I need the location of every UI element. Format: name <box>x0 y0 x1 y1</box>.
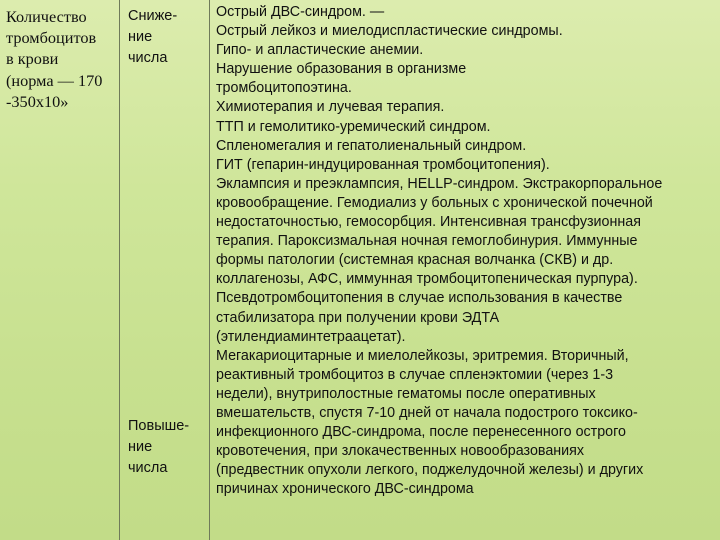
decrease-line: Сниже- <box>128 8 178 24</box>
causes-line: реактивный тромбоцитоз в случае спленэктомии (через 1-3 <box>216 366 614 383</box>
causes-line: Мегакариоцитарные и миелолейкозы, эритремия. Вторичный, <box>216 347 629 364</box>
indicator-line: -350х10» <box>6 91 69 111</box>
causes-line: ТТП и гемолитико-уремический синдром. <box>216 118 491 135</box>
increase-line: Повыше- <box>128 418 190 434</box>
increase-line: числа <box>128 460 168 476</box>
causes-line: кровообращение. Гемодиализ у больных с хронической почечной <box>216 194 653 211</box>
indicator-line: (норма — 170 <box>6 70 103 90</box>
column-divider-1 <box>119 0 120 540</box>
increase-line: ние <box>128 439 153 455</box>
causes-line: Гипо- и апластические анемии. <box>216 42 424 59</box>
causes-line: вмешательств, спустя 7-10 дней от начала подострого токсико- <box>216 404 638 421</box>
decrease-cell <box>128 6 208 69</box>
causes-line: ГИТ (гепарин-индуцированная тромбоцитопения). <box>216 156 550 173</box>
causes-line: инфекционного ДВС-синдрома, после перенесенного острого <box>216 424 626 441</box>
causes-line: (этилендиаминтетраацетат). <box>216 328 406 345</box>
causes-line: недостаточностью, гемосорбция. Интенсивная трансфузионная <box>216 214 641 231</box>
indicator-line: в крови <box>6 49 59 69</box>
causes-line: тромбоцитопоэтина. <box>216 80 352 97</box>
indicator-cell <box>6 6 116 112</box>
causes-line: Нарушение образования в организме <box>216 61 467 78</box>
causes-line: Острый лейкоз и миелодиспластические синдромы. <box>216 23 563 40</box>
causes-line: Эклампсия и преэклампсия, HELLP-синдром. Экстракорпоральное <box>216 175 663 192</box>
indicator-line: Количество <box>6 7 87 26</box>
column-divider-2 <box>209 0 210 540</box>
causes-line: терапия. Пароксизмальная ночная гемоглобинурия. Иммунные <box>216 233 638 250</box>
causes-line: кровотечения, при злокачественных новообразованиях <box>216 443 585 460</box>
causes-line: недели), внутриполостные гематомы после оперативных <box>216 385 596 402</box>
causes-line: Химиотерапия и лучевая терапия. <box>216 99 445 116</box>
increase-cell <box>128 416 208 479</box>
causes-line: Псевдотромбоцитопения в случае использования в качестве <box>216 290 623 307</box>
causes-cell <box>216 3 716 499</box>
causes-line: формы патологии (системная красная волчанка (СКВ) и др. <box>216 252 614 269</box>
causes-line: Спленомегалия и гепатолиенальный синдром. <box>216 137 527 154</box>
decrease-line: ние <box>128 29 153 45</box>
causes-line: Острый ДВС-синдром. — <box>216 4 385 20</box>
causes-line: причинах хронического ДВС-синдрома <box>216 481 474 498</box>
decrease-line: числа <box>128 50 168 66</box>
causes-line: коллагенозы, АФС, иммунная тромбоцитопеническая пурпура). <box>216 271 638 288</box>
causes-line: (предвестник опухоли легкого, поджелудочной железы) и других <box>216 462 644 479</box>
causes-line: стабилизатора при получении крови ЭДТА <box>216 309 500 326</box>
indicator-line: тромбоцитов <box>6 28 97 48</box>
